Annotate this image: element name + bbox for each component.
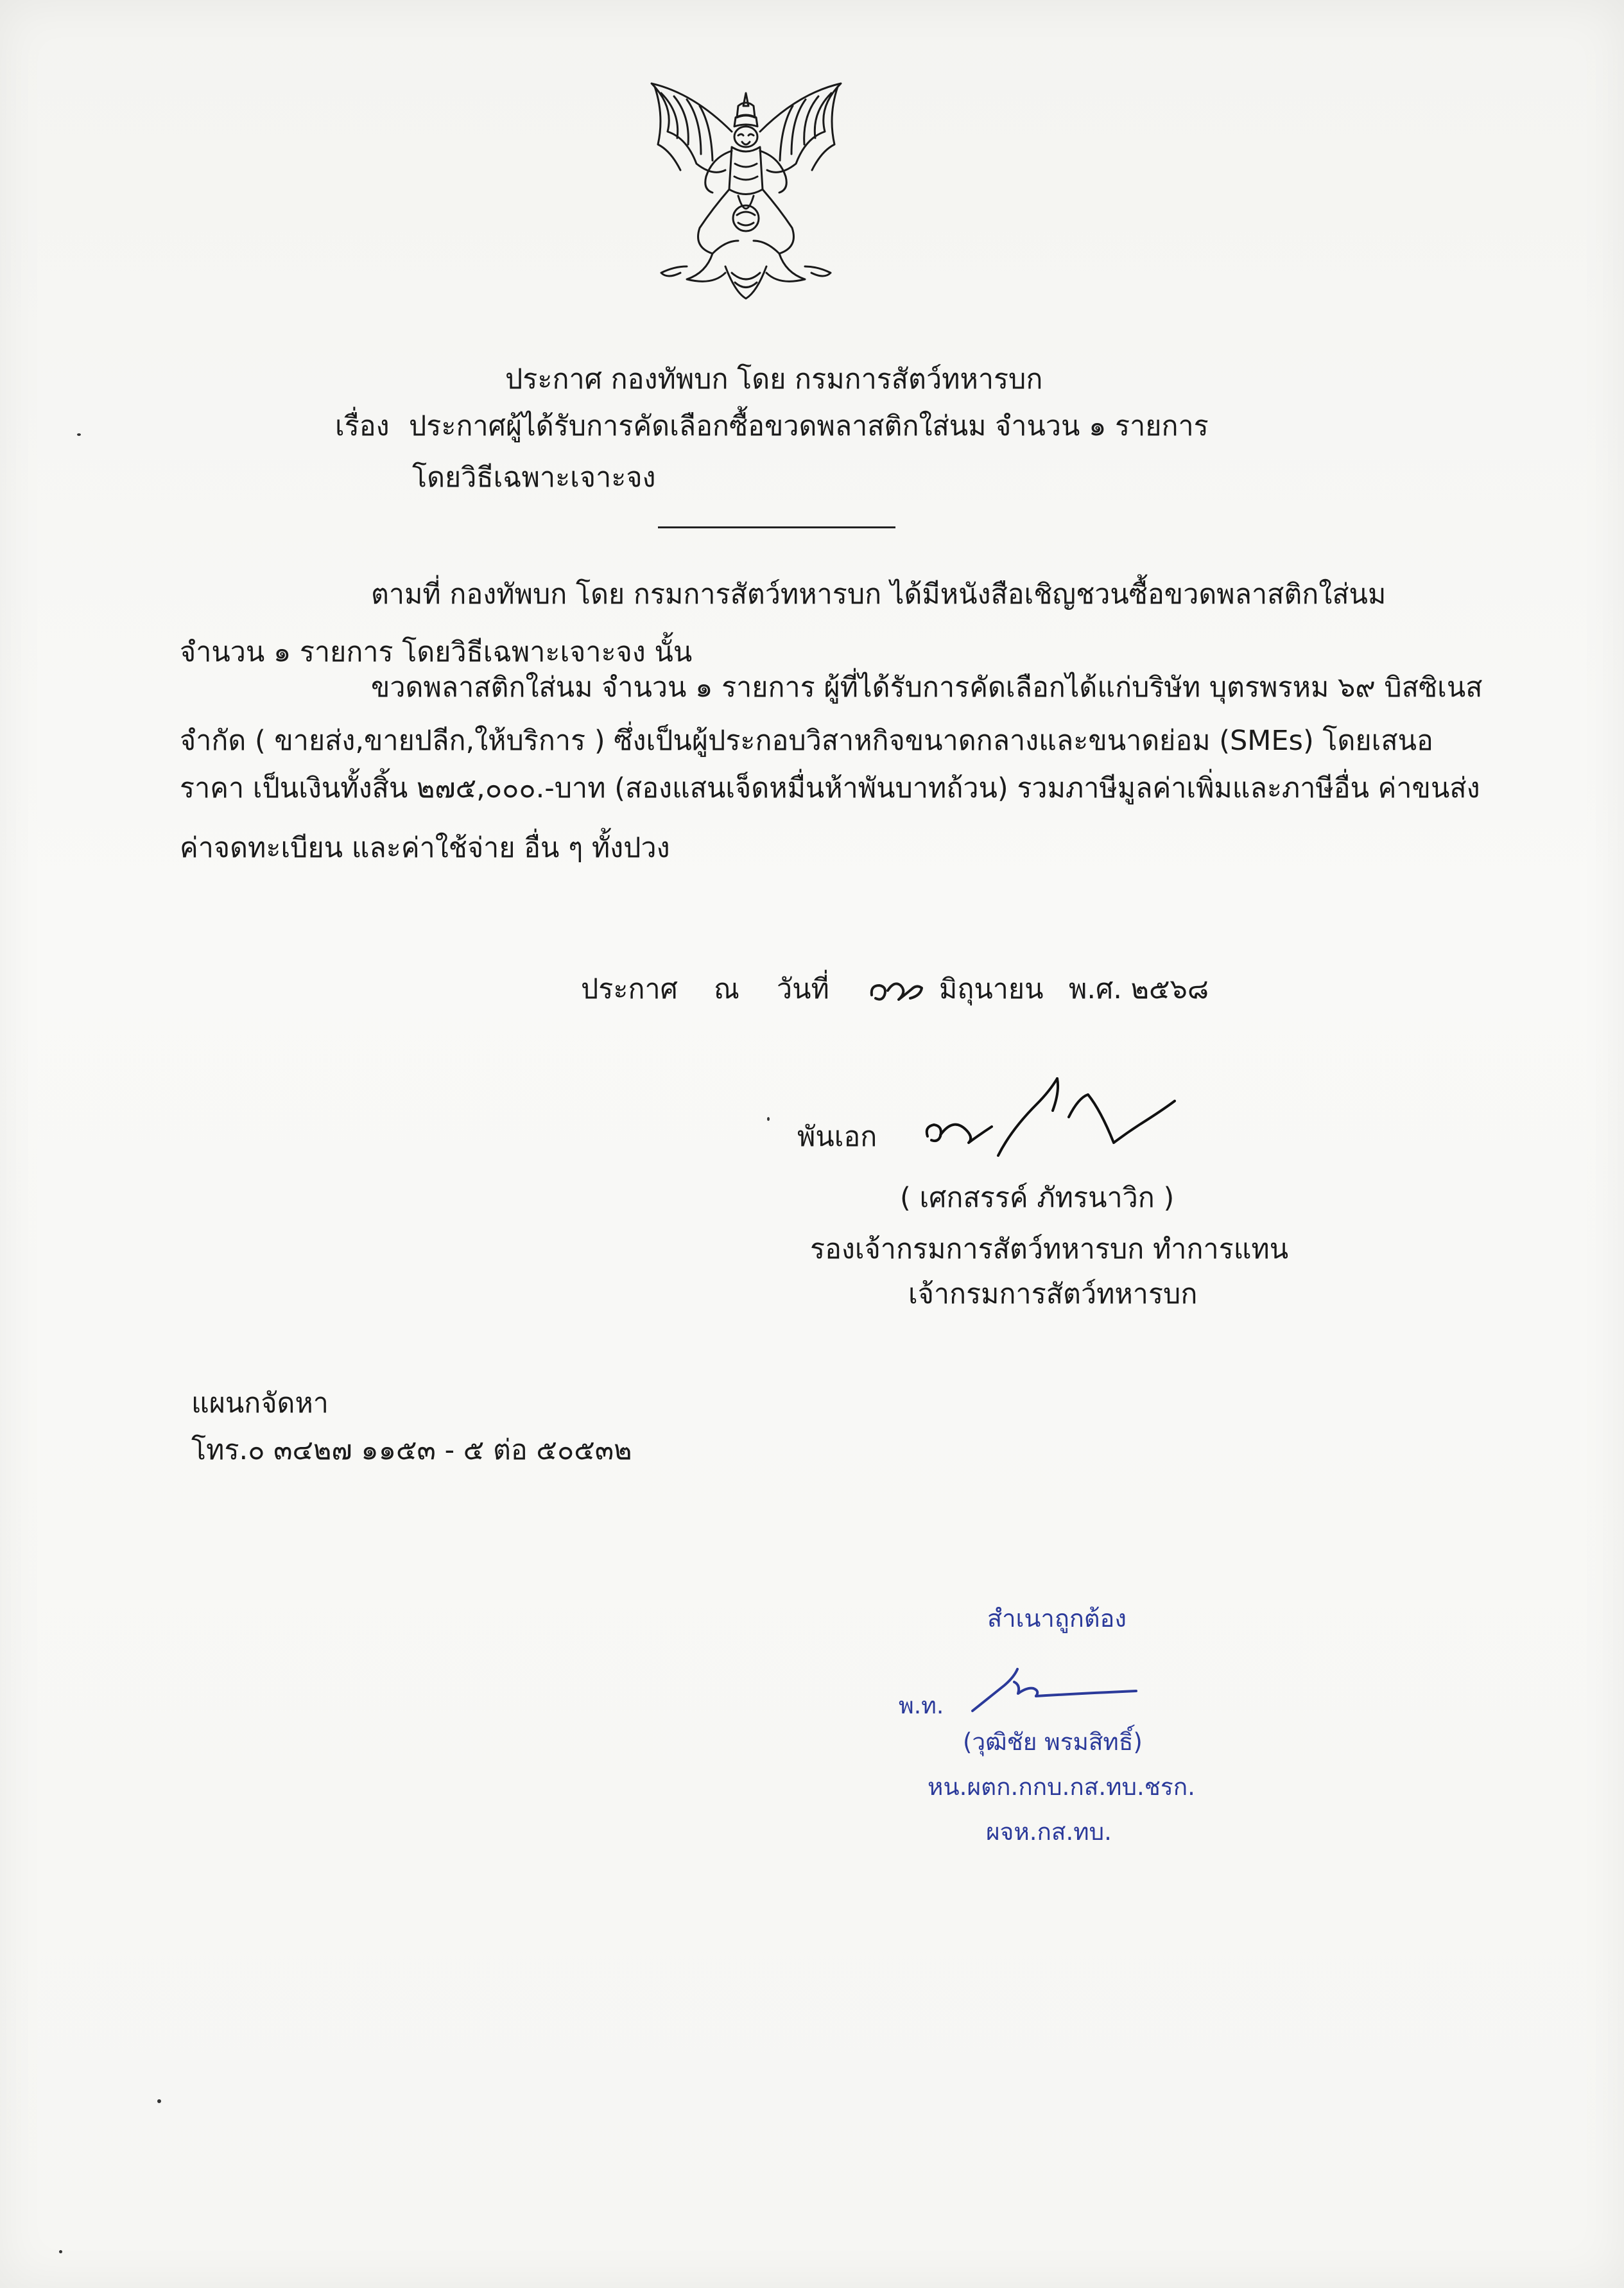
scan-speck [59, 2250, 62, 2253]
scan-speck [77, 433, 81, 436]
signatory-rank: พันเอก [797, 1121, 877, 1153]
paragraph-2-line-2: จำกัด ( ขายส่ง,ขายปลีก,ให้บริการ ) ซึ่งเป็นผู้ประกอบวิสาหกิจขนาดกลางและขนาดย่อม (SMEs) โดยเสนอ [180, 725, 1433, 757]
paragraph-2-line-4: ค่าจดทะเบียน และค่าใช้จ่าย อื่น ๆ ทั้งปวง [180, 832, 670, 864]
scan-speck [767, 1117, 770, 1121]
paragraph-1-line-1: ตามที่ กองทัพบก โดย กรมการสัตว์ทหารบก ได้มีหนังสือเชิญชวนซื้อขวดพลาสติกใส่นม [371, 578, 1386, 611]
certification-signature [969, 1663, 1143, 1720]
signatory-position-2: เจ้ากรมการสัตว์ทหารบก [908, 1278, 1198, 1310]
certification-rank: พ.ท. [899, 1693, 944, 1719]
announce-at: ณ [714, 973, 739, 1005]
certification-name: (วุฒิชัย พรมสิทธิ์) [963, 1728, 1143, 1756]
subject-label: เรื่อง [335, 410, 390, 442]
garuda-emblem [642, 80, 851, 305]
signatory-signature [915, 1066, 1184, 1175]
certification-position-1: หน.ผตก.กกบ.กส.ทบ.ชรก. [928, 1773, 1195, 1801]
subject-line-1: ประกาศผู้ได้รับการคัดเลือกซื้อขวดพลาสติกใส่นม จำนวน ๑ รายการ [409, 410, 1209, 442]
announce-day-label: วันที่ [777, 973, 829, 1005]
contact-department: แผนกจัดหา [191, 1387, 329, 1419]
certification-title: สำเนาถูกต้อง [987, 1604, 1127, 1633]
issuer-line: ประกาศ กองทัพบก โดย กรมการสัตว์ทหารบก [505, 363, 1043, 395]
paragraph-1-line-2: จำนวน ๑ รายการ โดยวิธีเฉพาะเจาะจง นั้น [180, 636, 693, 668]
certification-position-2: ผจห.กส.ทบ. [986, 1818, 1112, 1846]
paragraph-2-line-3: ราคา เป็นเงินทั้งสิ้น ๒๗๕,๐๐๐.-บาท (สองแสนเจ็ดหมื่นห้าพันบาทถ้วน) รวมภาษีมูลค่าเพิ่มและภาษีอื่น ค่าขนส่ง [180, 772, 1480, 804]
handwritten-day [865, 966, 926, 1011]
subject-line-2: โดยวิธีเฉพาะเจาะจง [412, 462, 656, 494]
header-divider [658, 526, 895, 528]
announce-label: ประกาศ [581, 973, 678, 1005]
announce-month: มิถุนายน [939, 973, 1044, 1005]
contact-phone: โทร.๐ ๓๔๒๗ ๑๑๕๓ - ๕ ต่อ ๕๐๕๓๒ [191, 1434, 632, 1466]
signatory-name: ( เศกสรรค์ ภัทรนาวิก ) [900, 1182, 1175, 1214]
announce-year: พ.ศ. ๒๕๖๘ [1069, 973, 1209, 1005]
paragraph-2-line-1: ขวดพลาสติกใส่นม จำนวน ๑ รายการ ผู้ที่ได้รับการคัดเลือกได้แก่บริษัท บุตรพรหม ๖๙ บิสซิเนส [371, 672, 1483, 704]
signatory-position-1: รองเจ้ากรมการสัตว์ทหารบก ทำการแทน [810, 1233, 1289, 1265]
scan-speck [157, 2099, 161, 2103]
